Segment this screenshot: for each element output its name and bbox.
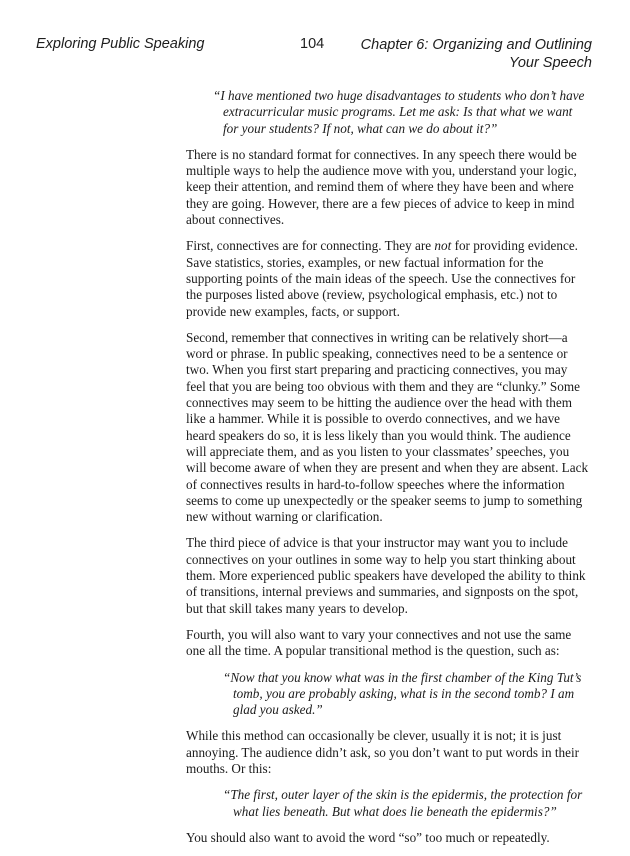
example-quote-1: “I have mentioned two huge disadvantages to students who don’t have extracurricular music programs. Let me ask: Is that what we want for your students? If not, what can we do about it?” xyxy=(213,88,585,136)
page-number: 104 xyxy=(300,36,325,52)
paragraph-2-text-b: for providing evidence. Save statistics, stories, examples, or new factual information for the supporting points of the main ideas of the speech. Use the connectives for the purposes listed above (review, psychological emphasis, etc.) not to provide new examples, facts, or support. xyxy=(186,238,578,319)
page-header xyxy=(0,0,630,80)
paragraph-1: There is no standard format for connectives. In any speech there would be multiple ways to help the audience move with you, understand your logic, keep their attention, and remind them of where they have been and where they are going. However, there are a few pieces of advice to keep in mind about connectives. xyxy=(186,146,577,228)
paragraph-2-text-a: First, connectives are for connecting. They are xyxy=(186,238,435,254)
chapter-title: Chapter 6: Organizing and Outlining Your Speech xyxy=(360,37,592,71)
example-quote-3: “The first, outer layer of the skin is the epidermis, the protection for what lies beneath. But what does lie beneath the epidermis?” xyxy=(223,787,583,819)
paragraph-2 xyxy=(186,238,590,319)
paragraph-6: While this method can occasionally be clever, usually it is not; it is just annoying. The audience didn’t ask, so you don’t want to put words in their mouths. Or this: xyxy=(186,728,580,776)
paragraph-5: Fourth, you will also want to vary your connectives and not use the same one all the time. A popular transitional method is the question, such as: xyxy=(186,626,572,659)
book-title: Exploring Public Speaking xyxy=(36,36,205,52)
paragraph-3: Second, remember that connectives in writing can be relatively short—a word or phrase. In public speaking, connectives need to be a sentence or two. When you first start preparing and practicing connectives, you may feel that you are being too obvious with them and they are “clunky.” Some connectives may seem to be hitting the audience over the head with them like a hammer. While it is possible to overdo connectives, and we have heard speakers do so, it is less likely than you would think. The audience will appreciate them, and as you listen to your classmates’ speeches, you will become aware of when they are present and when they are absent. Lack of connectives results in hard-to-follow speeches where the information seems to come up unexpectedly or the speaker seems to jump to something new without warning or clarification. xyxy=(186,329,589,525)
page-body xyxy=(186,88,590,856)
example-quote-2: “Now that you know what was in the first chamber of the King Tut’s tomb, you are probably asking, what is in the second tomb? I am glad you asked.” xyxy=(223,669,582,718)
paragraph-4: The third piece of advice is that your instructor may want you to include connectives on your outlines in some way to help you start thinking about them. More experienced public speakers have developed the ability to think of transitions, internal previews and summaries, and signposts on the spot, but that skill takes many years to develop. xyxy=(186,535,586,616)
paragraph-7: You should also want to avoid the word “so” too much or repeatedly. xyxy=(186,829,550,845)
paragraph-2-emphasis: not xyxy=(434,238,452,254)
